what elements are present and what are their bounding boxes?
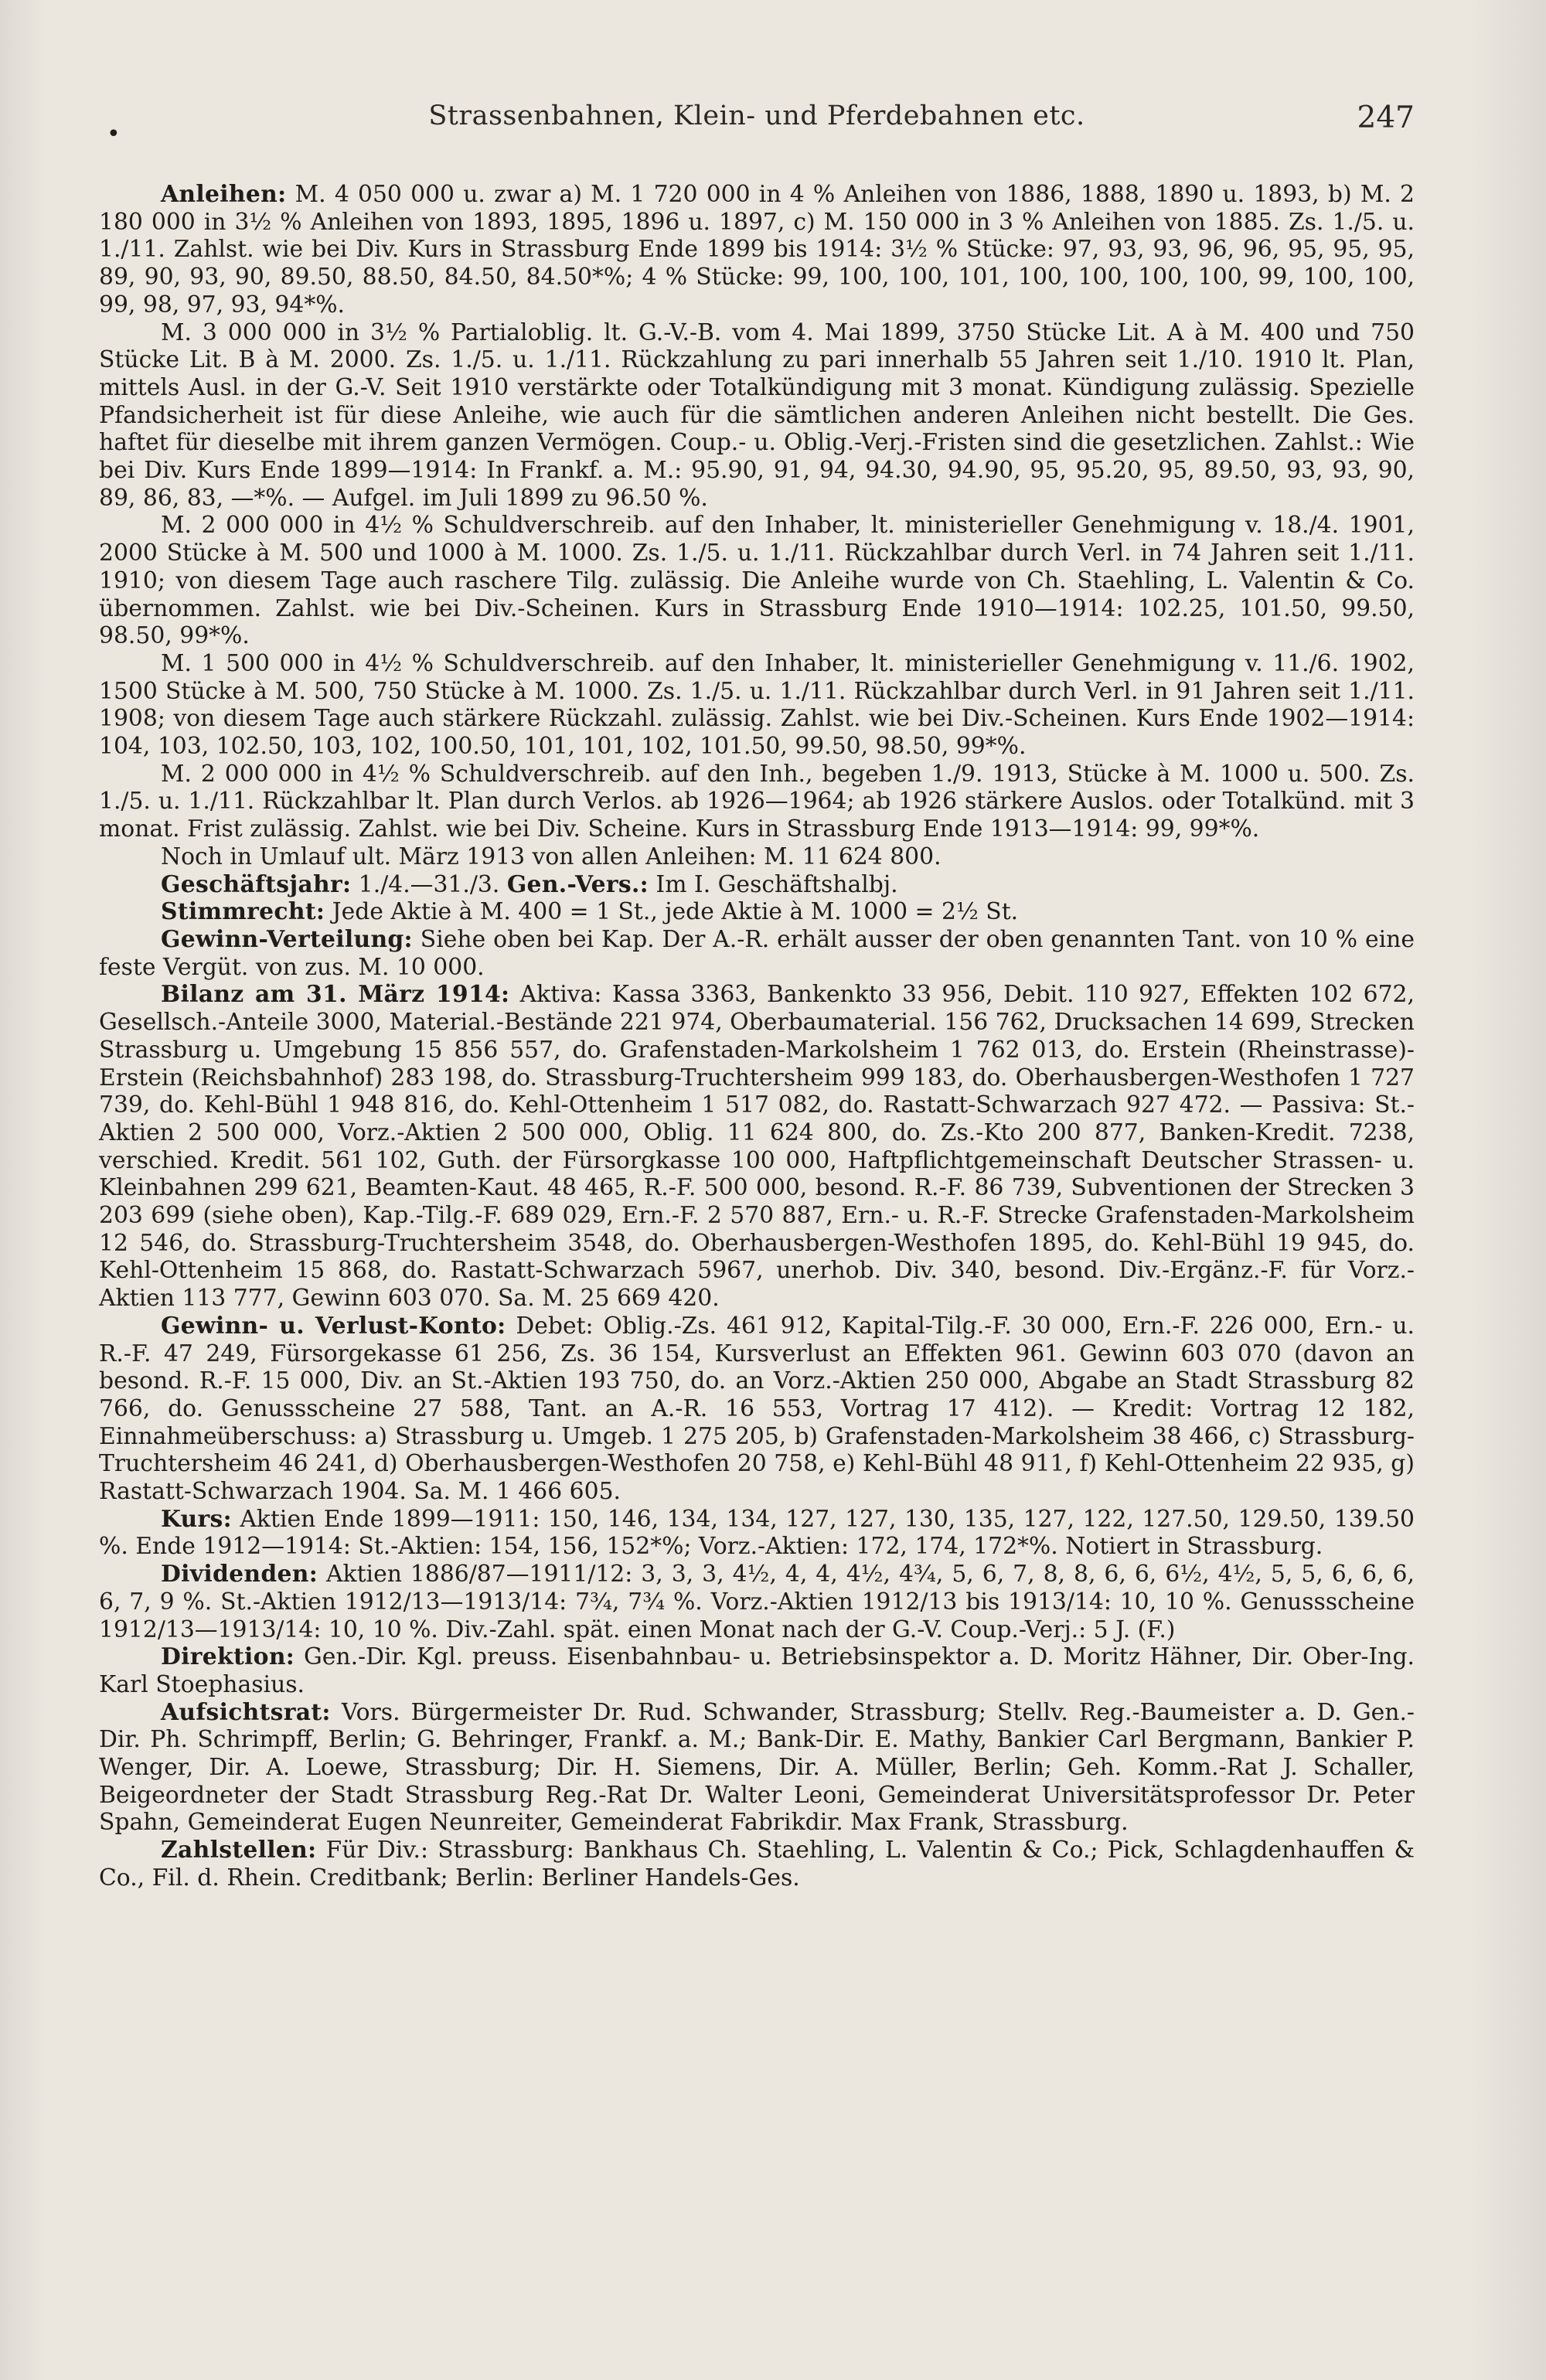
paragraph-gewinn-verteilung <box>99 926 1415 981</box>
paragraph-anleihen <box>99 181 1415 319</box>
paragraph-dividenden <box>99 1561 1415 1643</box>
paragraph-text: M. 2 000 000 in 4½ % Schuldverschreib. auf den Inhaber, lt. ministerieller Genehmigung v. 18./4. 1901, 2000 Stücke à M. 500 und 1000 à M. 1000. Zs. 1./5. u. 1./11. Rückzahlbar durch Verl. in 74 Jahren seit 1./11. 1910; von diesem Tage auch raschere Tilg. zulässig. Die Anleihe wurde von Ch. Staehling, L. Valentin & Co. übernommen. Zahlst. wie bei Div.-Scheinen. Kurs in Strassburg Ende 1910—1914: 102.25, 101.50, 99.50, 98.50, 99*%. <box>99 512 1415 650</box>
paragraph-text: Debet: Oblig.-Zs. 461 912, Kapital-Tilg.-F. 30 000, Ern.-F. 226 000, Ern.- u. R.-F. 47 249, Fürsorgekasse 61 256, Zs. 36 154, Kursverlust an Effekten 961. Gewinn 603 070 (davon an besond. R.-F. 15 000, Div. an St.-Aktien 193 750, do. an Vorz.-Aktien 250 000, Abgabe an Stadt Strassburg 82 766, do. Genussscheine 27 588, Tant. an A.-R. 16 553, Vortrag 17 412). — Kredit: Vortrag 12 182, Einnahmeüberschuss: a) Strassburg u. Umgeb. 1 275 205, b) Grafenstaden-Markolsheim 38 466, c) Strassburg-Truchtersheim 46 241, d) Oberhausbergen-Westhofen 20 758, e) Kehl-Bühl 48 911, f) Kehl-Ottenheim 22 935, g) Rastatt-Schwarzach 1904. Sa. M. 1 466 605. <box>99 1312 1415 1506</box>
paragraph-stimmrecht <box>99 898 1415 926</box>
section-label: Bilanz am 31. März 1914: <box>161 981 510 1009</box>
paragraph-schuldverschreib-1913 <box>99 761 1415 843</box>
paragraph-geschaeftsjahr <box>99 871 1415 899</box>
section-label: Kurs: <box>161 1505 232 1533</box>
paragraph-text: Siehe oben bei Kap. Der A.-R. erhält ausser der oben genannten Tant. von 10 % eine feste Vergüt. von zus. M. 10 000. <box>99 925 1415 981</box>
paragraph-umlauf <box>99 843 1415 871</box>
paragraph-text: Für Div.: Strassburg: Bankhaus Ch. Staehling, L. Valentin & Co.; Pick, Schlagdenhauffen & Co., Fil. d. Rhein. Creditbank; Berlin: Berliner Handels-Ges. <box>99 1837 1415 1891</box>
paragraph-text-gen-vers: Im I. Geschäftshalbj. <box>648 870 898 898</box>
paragraph-schuldverschreib-1902 <box>99 650 1415 761</box>
section-label: Aufsichtsrat: <box>161 1698 331 1726</box>
section-label: Dividenden: <box>161 1561 318 1588</box>
page-header <box>99 100 1415 155</box>
paragraph-text: Gen.-Dir. Kgl. preuss. Eisenbahnbau- u. Betriebsinspektor a. D. Moritz Hähner, Dir. Ober-Ing. Karl Stoephasius. <box>99 1643 1415 1698</box>
paragraph-schuldverschreib-1901 <box>99 512 1415 650</box>
paragraph-text: Aktien 1886/87—1911/12: 3, 3, 3, 4½, 4, 4, 4½, 4¾, 5, 6, 7, 8, 8, 6, 6, 6½, 4½, 5, 5, 6, 6, 6, 6, 7, 9 %. St.-Aktien 1912/13—1913/14: 7¾, 7¾ %. Vorz.-Aktien 1912/13 bis 1913/14: 10, 10 %. Genussscheine 1912/13—1913/14: 10, 10 %. Div.-Zahl. spät. einen Monat nach der G.-V. Coup.-Verj.: 5 J. (F.) <box>99 1561 1415 1643</box>
paragraph-text: Noch in Umlauf ult. März 1913 von allen Anleihen: M. 11 624 800. <box>161 843 942 870</box>
section-label-gen-vers: Gen.-Vers.: <box>506 870 649 898</box>
paragraph-text: Jede Aktie à M. 400 = 1 St., jede Aktie à M. 1000 = 2½ St. <box>325 898 1019 926</box>
margin-dot: • <box>107 121 121 148</box>
section-label: Anleihen: <box>161 181 287 208</box>
section-label: Zahlstellen: <box>161 1837 317 1864</box>
paragraph-text: Aktien Ende 1899—1911: 150, 146, 134, 134, 127, 127, 130, 135, 127, 122, 127.50, 129.50, 139.50 %. Ende 1912—1914: St.-Aktien: 154, 156, 152*%; Vorz.-Aktien: 172, 174, 172*%. Notiert in Strassburg. <box>99 1505 1415 1561</box>
running-title: Strassenbahnen, Klein- und Pferdebahnen etc. <box>428 100 1085 131</box>
paragraph-text: M. 4 050 000 u. zwar a) M. 1 720 000 in 4 % Anleihen von 1886, 1888, 1890 u. 1893, b) M. 2 180 000 in 3½ % Anleihen von 1893, 1895, 1896 u. 1897, c) M. 150 000 in 3 % Anleihen von 1885. Zs. 1./5. u. 1./11. Zahlst. wie bei Div. Kurs in Strassburg Ende 1899 bis 1914: 3½ % Stücke: 97, 93, 93, 96, 96, 95, 95, 95, 89, 90, 93, 90, 89.50, 88.50, 84.50, 84.50*%; 4 % Stücke: 99, 100, 100, 101, 100, 100, 100, 100, 99, 100, 100, 99, 98, 97, 93, 94*%. <box>99 181 1415 318</box>
section-label: Stimmrecht: <box>161 898 325 926</box>
paragraph-text: M. 1 500 000 in 4½ % Schuldverschreib. auf den Inhaber, lt. ministerieller Genehmigung v. 11./6. 1902, 1500 Stücke à M. 500, 750 Stücke à M. 1000. Zs. 1./5. u. 1./11. Rückzahlbar durch Verl. in 91 Jahren seit 1./11. 1908; von diesem Tage auch stärkere Rückzahl. zulässig. Zahlst. wie bei Div.-Scheinen. Kurs Ende 1902—1914: 104, 103, 102.50, 103, 102, 100.50, 101, 101, 102, 101.50, 99.50, 98.50, 99*%. <box>99 649 1415 761</box>
paragraph-zahlstellen <box>99 1837 1415 1891</box>
paragraph-text: M. 3 000 000 in 3½ % Partialoblig. lt. G.-V.-B. vom 4. Mai 1899, 3750 Stücke Lit. A à M. 400 und 750 Stücke Lit. B à M. 2000. Zs. 1./5. u. 1./11. Rückzahlung zu pari innerhalb 55 Jahren seit 1./10. 1910 lt. Plan, mittels Ausl. in der G.-V. Seit 1910 verstärkte oder Totalkündigung mit 3 monat. Kündigung zulässig. Spezielle Pfandsicherheit ist für diese Anleihe, wie auch für die sämtlichen anderen Anleihen nicht bestellt. Die Ges. haftet für dieselbe mit ihrem ganzen Vermögen. Coup.- u. Oblig.-Verj.-Fristen sind die gesetzlichen. Zahlst.: Wie bei Div. Kurs Ende 1899—1914: In Frankf. a. M.: 95.90, 91, 94, 94.30, 94.90, 95, 95.20, 95, 89.50, 93, 93, 90, 89, 86, 83, —*%. — Aufgel. im Juli 1899 zu 96.50 %. <box>99 318 1415 512</box>
page-number: 247 <box>1357 100 1415 135</box>
body-text <box>99 181 1415 1892</box>
paragraph-kurs <box>99 1506 1415 1561</box>
paragraph-text: 1./4.—31./3. <box>351 870 507 898</box>
paragraph-direktion <box>99 1643 1415 1698</box>
section-label: Direktion: <box>161 1643 295 1671</box>
section-label: Gewinn-Verteilung: <box>161 925 413 953</box>
paragraph-gewinn-verlust <box>99 1313 1415 1506</box>
paragraph-partialoblig <box>99 319 1415 512</box>
section-label: Gewinn- u. Verlust-Konto: <box>161 1312 506 1340</box>
section-label: Geschäftsjahr: <box>161 870 352 898</box>
paragraph-text: Aktiva: Kassa 3363, Bankenkto 33 956, Debit. 110 927, Effekten 102 672, Gesellsch.-Anteile 3000, Material.-Bestände 221 974, Oberbaumaterial. 156 762, Drucksachen 14 699, Strecken Strassburg u. Umgebung 15 856 557, do. Grafenstaden-Markolsheim 1 762 013, do. Erstein (Rheinstrasse)-Erstein (Reichsbahnhof) 283 198, do. Strassburg-Truchtersheim 999 183, do. Oberhausbergen-Westhofen 1 727 739, do. Kehl-Bühl 1 948 816, do. Kehl-Ottenheim 1 517 082, do. Rastatt-Schwarzach 927 472. — Passiva: St.-Aktien 2 500 000, Vorz.-Aktien 2 500 000, Oblig. 11 624 800, do. Zs.-Kto 200 877, Banken-Kredit. 7238, verschied. Kredit. 561 102, Guth. der Fürsorgkasse 100 000, Haftpflichtgemeinschaft Deutscher Strassen- u. Kleinbahnen 299 621, Beamten-Kaut. 48 465, R.-F. 500 000, besond. R.-F. 86 739, Subventionen der Strecken 3 203 699 (siehe oben), Kap.-Tilg.-F. 689 029, Ern.-F. 2 570 887, Ern.- u. R.-F. Strecke Grafenstaden-Markolsheim 12 546, do. Strassburg-Truchtersheim 3548, do. Oberhausbergen-Westhofen 1895, do. Kehl-Bühl 19 945, do. Kehl-Ottenheim 15 868, do. Rastatt-Schwarzach 5967, unerhob. Div. 340, besond. Div.-Ergänz.-F. für Vorz.-Aktien 113 777, Gewinn 603 070. Sa. M. 25 669 420. <box>99 981 1415 1313</box>
paragraph-bilanz <box>99 981 1415 1312</box>
paragraph-aufsichtsrat <box>99 1699 1415 1837</box>
paragraph-text: M. 2 000 000 in 4½ % Schuldverschreib. auf den Inh., begeben 1./9. 1913, Stücke à M. 1000 u. 500. Zs. 1./5. u. 1./11. Rückzahlbar lt. Plan durch Verlos. ab 1926—1964; ab 1926 stärkere Auslos. oder Totalkünd. mit 3 monat. Frist zulässig. Zahlst. wie bei Div. Scheine. Kurs in Strassburg Ende 1913—1914: 99, 99*%. <box>99 760 1415 843</box>
paragraph-text: Vors. Bürgermeister Dr. Rud. Schwander, Strassburg; Stellv. Reg.-Baumeister a. D. Gen.-Dir. Ph. Schrimpff, Berlin; G. Behringer, Frankf. a. M.; Bank-Dir. E. Mathy, Bankier Carl Bergmann, Bankier P. Wenger, Dir. A. Loewe, Strassburg; Dir. H. Siemens, Dir. A. Müller, Berlin; Geh. Komm.-Rat J. Schaller, Beigeordneter der Stadt Strassburg Reg.-Rat Dr. Walter Leoni, Gemeinderat Universitätsprofessor Dr. Peter Spahn, Gemeinderat Eugen Neunreiter, Gemeinderat Fabrikdir. Max Frank, Strassburg. <box>99 1698 1415 1837</box>
